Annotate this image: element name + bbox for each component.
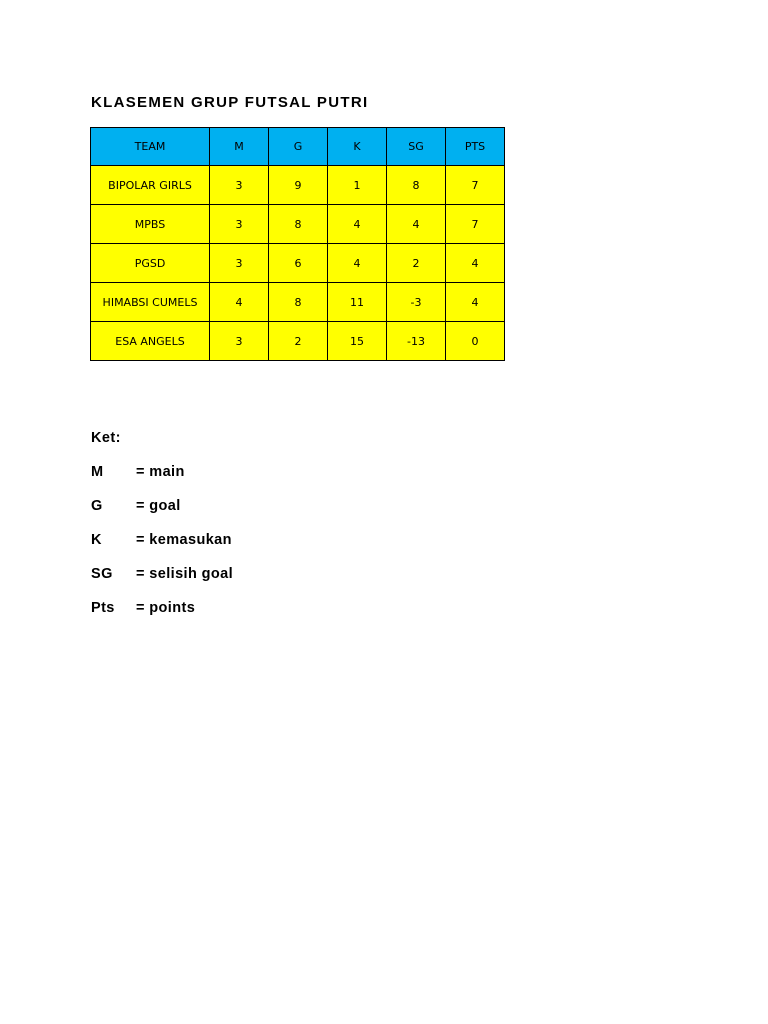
legend-item bbox=[91, 462, 233, 496]
cell-pts: 7 bbox=[446, 205, 505, 244]
cell-m: 3 bbox=[210, 244, 269, 283]
header-g: G bbox=[269, 128, 328, 166]
legend-desc: = selisih goal bbox=[136, 566, 234, 582]
cell-pts: 7 bbox=[446, 166, 505, 205]
header-k: K bbox=[328, 128, 387, 166]
table-row bbox=[91, 322, 505, 361]
cell-pts: 0 bbox=[446, 322, 505, 361]
cell-g: 6 bbox=[269, 244, 328, 283]
cell-m: 3 bbox=[210, 166, 269, 205]
legend bbox=[91, 428, 233, 632]
cell-m: 3 bbox=[210, 205, 269, 244]
table-header-row bbox=[91, 128, 505, 166]
cell-g: 9 bbox=[269, 166, 328, 205]
cell-k: 15 bbox=[328, 322, 387, 361]
legend-title: Ket: bbox=[91, 430, 121, 446]
legend-key: G bbox=[91, 498, 103, 514]
legend-desc: = goal bbox=[136, 498, 181, 514]
standings-table bbox=[90, 127, 505, 361]
cell-sg: -13 bbox=[387, 322, 446, 361]
cell-g: 2 bbox=[269, 322, 328, 361]
legend-item bbox=[91, 496, 233, 530]
cell-sg: -3 bbox=[387, 283, 446, 322]
table-row bbox=[91, 283, 505, 322]
cell-team: PGSD bbox=[91, 244, 210, 283]
cell-g: 8 bbox=[269, 283, 328, 322]
header-team: TEAM bbox=[91, 128, 210, 166]
cell-k: 1 bbox=[328, 166, 387, 205]
legend-key: SG bbox=[91, 566, 113, 582]
legend-key: Pts bbox=[91, 600, 115, 616]
legend-item bbox=[91, 598, 233, 632]
cell-g: 8 bbox=[269, 205, 328, 244]
header-sg: SG bbox=[387, 128, 446, 166]
cell-sg: 2 bbox=[387, 244, 446, 283]
cell-team: HIMABSI CUMELS bbox=[91, 283, 210, 322]
page-title: KLASEMEN GRUP FUTSAL PUTRI bbox=[91, 94, 369, 111]
cell-pts: 4 bbox=[446, 283, 505, 322]
legend-key: K bbox=[91, 532, 102, 548]
header-m: M bbox=[210, 128, 269, 166]
legend-desc: = kemasukan bbox=[136, 532, 232, 548]
cell-sg: 8 bbox=[387, 166, 446, 205]
cell-k: 4 bbox=[328, 244, 387, 283]
table-row bbox=[91, 166, 505, 205]
legend-key: M bbox=[91, 464, 104, 480]
cell-m: 4 bbox=[210, 283, 269, 322]
legend-item bbox=[91, 564, 233, 598]
cell-m: 3 bbox=[210, 322, 269, 361]
cell-sg: 4 bbox=[387, 205, 446, 244]
cell-pts: 4 bbox=[446, 244, 505, 283]
legend-desc: = points bbox=[136, 600, 196, 616]
legend-desc: = main bbox=[136, 464, 185, 480]
cell-k: 11 bbox=[328, 283, 387, 322]
cell-team: ESA ANGELS bbox=[91, 322, 210, 361]
table-row bbox=[91, 244, 505, 283]
cell-team: BIPOLAR GIRLS bbox=[91, 166, 210, 205]
legend-item bbox=[91, 530, 233, 564]
table-row bbox=[91, 205, 505, 244]
header-pts: PTS bbox=[446, 128, 505, 166]
cell-team: MPBS bbox=[91, 205, 210, 244]
cell-k: 4 bbox=[328, 205, 387, 244]
